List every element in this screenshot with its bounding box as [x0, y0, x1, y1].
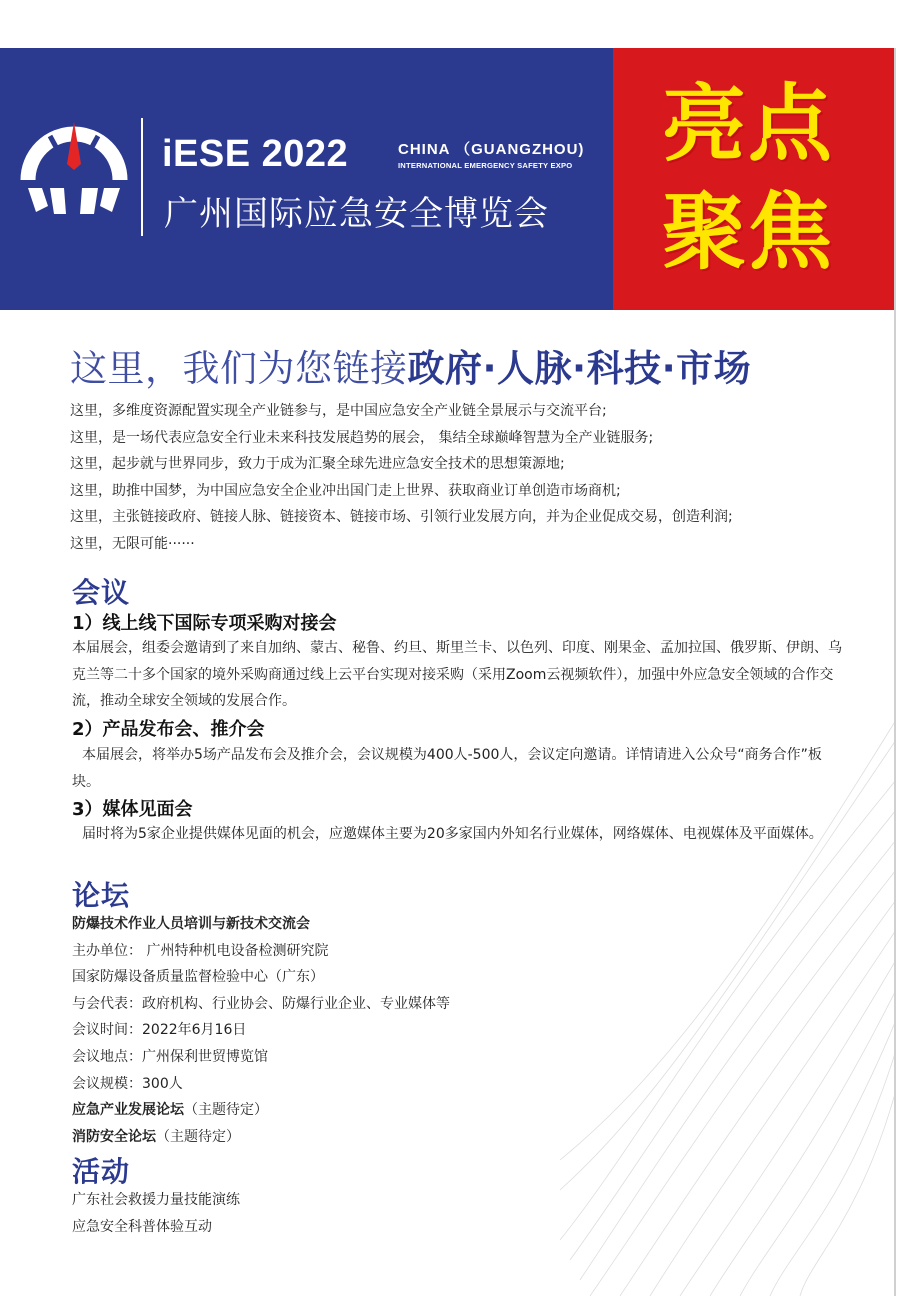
- activity-item: 应急安全科普体验互动: [72, 1218, 212, 1235]
- meeting-item-text: 本届展会，将举办5场产品发布会及推介会，会议规模为400人-500人，会议定向邀请。详情请进入公众号“商务合作”板块。: [72, 747, 822, 790]
- meeting-item-heading: 2）产品发布会、推介会: [72, 719, 265, 740]
- header-divider: [141, 118, 143, 236]
- meeting-item-heading: 1）线上线下国际专项采购对接会: [72, 613, 337, 634]
- intro-list: [70, 398, 870, 558]
- intro-line: 这里，是一场代表应急安全行业未来科技发展趋势的展会， 集结全球巅峰智慧为全产业链服务;: [70, 429, 654, 446]
- forum-venue: 会议地点：广州保利世贸博览馆: [72, 1048, 268, 1065]
- iese-logo-icon: [20, 118, 128, 218]
- page-headline: [70, 338, 751, 392]
- meeting-item-heading: 3）媒体见面会: [72, 799, 193, 820]
- forum-organizer: 主办单位： 广州特种机电设备检测研究院: [72, 942, 329, 959]
- location-label: CHINA （GUANGZHOU): [398, 141, 585, 158]
- top-margin: [0, 0, 896, 48]
- forum2-name: 应急产业发展论坛: [72, 1102, 184, 1119]
- section-title-activities: 活动: [72, 1155, 131, 1188]
- activity-item: 广东社会救援力量技能演练: [72, 1192, 240, 1208]
- forum3-name: 消防安全论坛: [72, 1128, 156, 1145]
- highlight-title-line2: 聚焦: [662, 183, 835, 281]
- forum-item-industry: [72, 1097, 572, 1124]
- intro-line: 这里，多维度资源配置实现全产业链参与，是中国应急安全产业链全景展示与交流平台;: [70, 403, 607, 419]
- intro-line: 这里，助推中国梦，为中国应急安全企业冲出国门走上世界、获取商业订单创造市场商机;: [70, 482, 621, 499]
- forum-organizer-2: 国家防爆设备质量监督检验中心（广东）: [72, 969, 324, 986]
- forum-item-fire-safety: [72, 1124, 572, 1151]
- section-title-forum: 论坛: [72, 879, 131, 912]
- forum3-note: （主题待定）: [156, 1128, 240, 1145]
- expo-chinese-name: 广州国际应急安全博览会: [164, 194, 549, 234]
- decorative-waves: [560, 720, 896, 1296]
- meeting-item-text: 本届展会，组委会邀请到了来自加纳、蒙古、秘鲁、约旦、斯里兰卡、以色列、印度、刚果金、孟加拉国、俄罗斯、伊朗、乌克兰等二十多个国家的境外采购商通过线上云平台实现对接采购（采用Zoom云视频软件），加强中外应急安全领域的合作交流，推动全球安全领域的发展合作。: [72, 640, 842, 709]
- section-title-meeting: 会议: [72, 576, 131, 609]
- brand-name: iESE 2022: [162, 133, 349, 175]
- intro-line: 这里，无限可能······: [70, 535, 195, 552]
- forum-attendees: 与会代表：政府机构、行业协会、防爆行业企业、专业媒体等: [72, 995, 450, 1012]
- forum-scale: 会议规模：300人: [72, 1075, 183, 1092]
- highlight-title-line1: 亮点: [662, 75, 835, 173]
- intro-line: 这里，起步就与世界同步，致力于成为汇聚全球先进应急安全技术的思想策源地;: [70, 456, 565, 473]
- forum-name: 防爆技术作业人员培训与新技术交流会: [72, 916, 310, 932]
- forum-time: 会议时间：2022年6月16日: [72, 1022, 247, 1039]
- expo-english-name: INTERNATIONAL EMERGENCY SAFETY EXPO: [398, 161, 573, 170]
- forum-list: [72, 911, 572, 1150]
- intro-line: 这里，主张链接政府、链接人脉、链接资本、链接市场、引领行业发展方向，并为企业促成交易，创造利润;: [70, 509, 733, 526]
- meeting-item-text: 届时将为5家企业提供媒体见面的机会，应邀媒体主要为20多家国内外知名行业媒体，网络媒体、电视媒体及平面媒体。: [82, 826, 823, 842]
- forum2-note: （主题待定）: [184, 1102, 268, 1119]
- activity-list: [72, 1187, 240, 1240]
- headline-lead: 这里，我们为您链接: [70, 347, 408, 390]
- headline-emphasis: 政府·人脉·科技·市场: [407, 347, 752, 390]
